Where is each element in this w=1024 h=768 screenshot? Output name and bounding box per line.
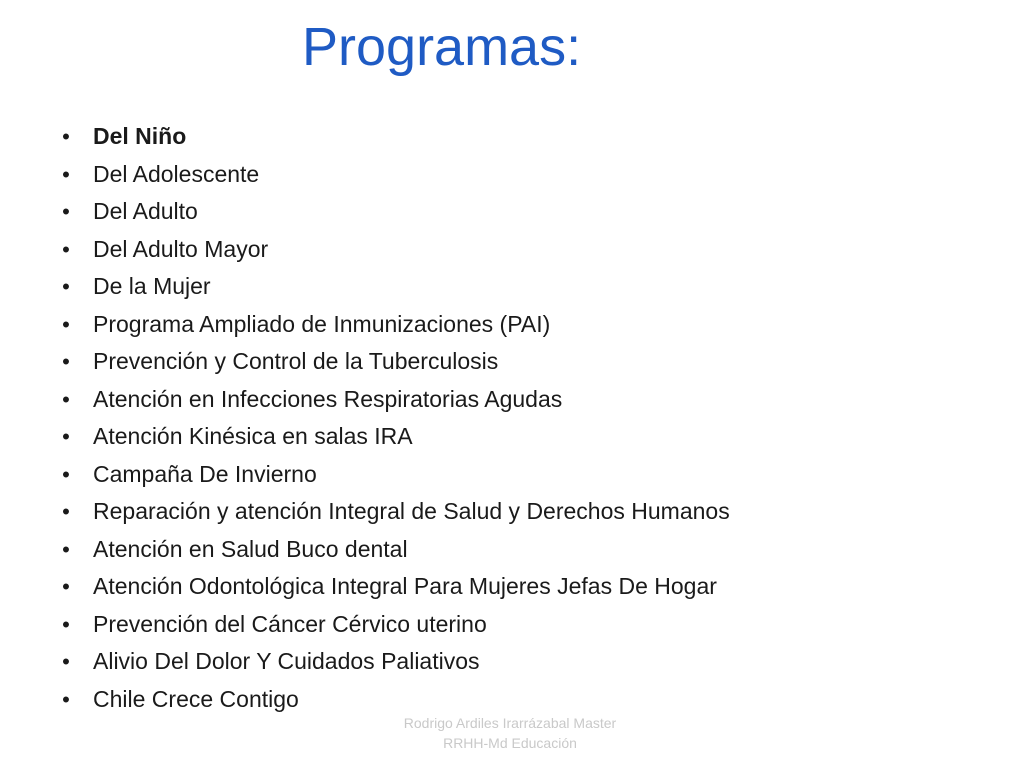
- bullet-icon: •: [62, 499, 70, 524]
- list-item: [56, 643, 730, 681]
- slide-title: Programas:: [302, 17, 582, 77]
- list-item-label: Del Niño: [93, 123, 187, 149]
- list-item-label: Atención en Salud Buco dental: [93, 535, 408, 562]
- bullet-icon: •: [62, 424, 70, 449]
- list-item-label: Chile Crece Contigo: [93, 685, 299, 712]
- list-item-label: Reparación y atención Integral de Salud y Derechos Humanos: [93, 498, 730, 524]
- list-item-label: Programa Ampliado de Inmunizaciones (PAI): [93, 310, 551, 337]
- list-item: [56, 118, 730, 156]
- list-item-label: Del Adulto: [93, 198, 198, 224]
- bullet-icon: •: [62, 611, 70, 637]
- slide-footer: [360, 713, 660, 753]
- bullet-icon: •: [62, 199, 70, 224]
- bullet-icon: •: [62, 461, 70, 487]
- bullet-icon: •: [62, 686, 70, 712]
- list-item: [56, 606, 730, 644]
- list-item: [56, 343, 730, 381]
- list-item-label: Del Adulto Mayor: [93, 235, 269, 262]
- list-item-label: Atención Kinésica en salas IRA: [93, 423, 413, 449]
- list-item-label: Atención en Infecciones Respiratorias Agudas: [93, 385, 563, 412]
- list-item-label: Prevención del Cáncer Cérvico uterino: [93, 610, 487, 637]
- footer-line-author: Rodrigo Ardiles Irarrázabal Master: [403, 715, 617, 731]
- footer-line-affiliation: RRHH-Md Educación: [443, 735, 577, 751]
- list-item: [56, 156, 730, 194]
- bullet-icon: •: [62, 124, 70, 149]
- list-item: [56, 306, 730, 344]
- list-item: [56, 418, 730, 456]
- list-item: [56, 568, 730, 606]
- bullet-icon: •: [62, 386, 70, 412]
- list-item: [56, 193, 730, 231]
- bullet-icon: •: [62, 311, 70, 337]
- bullet-icon: •: [62, 574, 70, 599]
- list-item-label: Prevención y Control de la Tuberculosis: [93, 348, 499, 374]
- list-item-label: Campaña De Invierno: [93, 460, 317, 487]
- list-item-label: Alivio Del Dolor Y Cuidados Paliativos: [93, 648, 480, 674]
- bullet-icon: •: [62, 161, 70, 187]
- bullet-icon: •: [62, 536, 70, 562]
- list-item: [56, 231, 730, 269]
- bullet-icon: •: [62, 649, 70, 674]
- program-list: [56, 118, 730, 718]
- list-item-label: Del Adolescente: [93, 160, 260, 187]
- list-item: [56, 531, 730, 569]
- list-item: [56, 456, 730, 494]
- list-item: [56, 381, 730, 419]
- list-item-label: De la Mujer: [93, 273, 211, 299]
- bullet-icon: •: [62, 236, 70, 262]
- list-item-label: Atención Odontológica Integral Para Mujeres Jefas De Hogar: [93, 573, 717, 599]
- bullet-icon: •: [62, 274, 70, 299]
- list-item: [56, 493, 730, 531]
- bullet-icon: •: [62, 349, 70, 374]
- list-item: [56, 268, 730, 306]
